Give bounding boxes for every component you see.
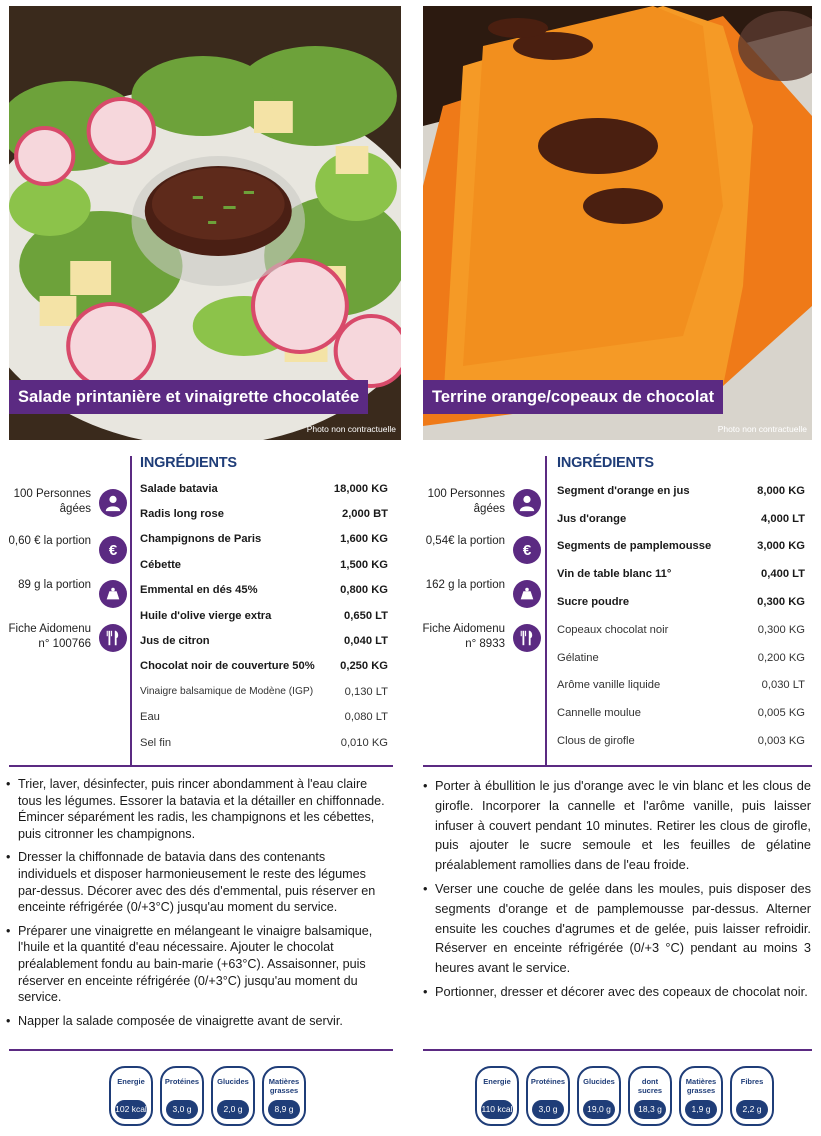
ingredient-row [140, 730, 388, 755]
ingredient-row [140, 501, 388, 526]
section-divider [423, 765, 812, 767]
footer-divider [9, 1049, 393, 1051]
ingredient-name: Huile d'olive vierge extra [140, 609, 272, 622]
nutrition-badges [475, 1066, 774, 1126]
ingredient-quantity: 0,030 LT [761, 679, 805, 692]
ingredient-row [140, 527, 388, 552]
ingredient-name: Jus d'orange [557, 512, 627, 525]
ingredient-quantity: 0,130 LT [344, 685, 388, 698]
person-icon [513, 489, 541, 517]
recipe-title: Salade printanière et vinaigrette chocolatée [9, 380, 368, 414]
ingredient-name: Clous de girofle [557, 735, 635, 748]
ingredient-row [557, 727, 805, 755]
ingredient-name: Champignons de Paris [140, 533, 262, 546]
ingredient-name: Gélatine [557, 651, 599, 664]
ingredient-quantity: 0,010 KG [340, 736, 388, 749]
persons-text: 100 Personnes âgées [13, 488, 91, 515]
ingredient-quantity: 0,300 KG [757, 596, 805, 609]
preparation-steps [423, 776, 811, 1006]
ingredient-row [140, 654, 388, 679]
nutrition-value: 1,9 g [685, 1100, 717, 1119]
ingredient-quantity: 0,400 LT [761, 568, 805, 581]
nutrition-value: 2,0 g [217, 1100, 249, 1119]
nutrition-label: dont sucres [637, 1077, 663, 1095]
ingredient-quantity: 0,200 KG [757, 651, 805, 664]
cutlery-icon [99, 624, 127, 652]
nutrition-label: Matières grasses [268, 1077, 300, 1095]
nutrition-label: Fibres [740, 1077, 764, 1086]
cutlery-icon [513, 624, 541, 652]
nutrition-badge [730, 1066, 774, 1126]
person-icon [99, 489, 127, 517]
info-persons [423, 487, 543, 523]
ingredient-quantity: 0,250 KG [340, 660, 388, 673]
ingredient-name: Vin de table blanc 11° [557, 568, 672, 581]
info-weight [423, 578, 543, 614]
nutrition-label: Glucides [583, 1077, 615, 1086]
photo-disclaimer: Photo non contractuelle [306, 424, 396, 434]
nutrition-value: 3,0 g [166, 1100, 198, 1119]
ingredient-row [557, 477, 805, 505]
step-item: • Préparer une vinaigrette en mélangeant le vinaigre balsamique, l'huile et la quantité d'eau nécessaire. Ajouter le chocolat préalablement fondu au bain-marie (+63°C). Assaisonner, puis réserver en enceinte réfrigérée (0/+3°C) jusqu'au moment du service. [6, 923, 386, 1006]
ingredient-row [557, 588, 805, 616]
ingredient-quantity: 0,650 LT [344, 609, 388, 622]
recipe-terrine [423, 0, 812, 1136]
step-item: • Dresser la chiffonnade de batavia dans des contenants individuels et disposer harmonieusement le reste des légumes par-dessus. Décorer avec des dés d'emmental, puis réserver en enceinte réfrigérée (0/+3°C) jusqu'au moment du service. [6, 849, 386, 915]
nutrition-badges [109, 1066, 306, 1126]
ingredient-row [140, 679, 388, 704]
ingredient-list [140, 476, 388, 755]
nutrition-value: 110 kcal [481, 1100, 513, 1119]
photo-disclaimer: Photo non contractuelle [717, 424, 807, 434]
ingredient-name: Vinaigre balsamique de Modène (IGP) [140, 686, 314, 698]
ingredient-name: Copeaux chocolat noir [557, 623, 669, 636]
ingredient-quantity: 1,500 KG [340, 558, 388, 571]
ingredient-list [557, 477, 805, 755]
nutrition-badge [679, 1066, 723, 1126]
persons-text: 100 Personnes âgées [427, 488, 505, 515]
info-price [423, 534, 543, 570]
ingredients-title: INGRÉDIENTS [140, 455, 237, 471]
ingredient-row [557, 644, 805, 672]
nutrition-badge [262, 1066, 306, 1126]
price-text: 0,54€ la portion [425, 535, 505, 547]
ingredient-quantity: 0,003 KG [757, 735, 805, 748]
ingredient-name: Segments de pamplemousse [557, 540, 712, 553]
nutrition-badge [577, 1066, 621, 1126]
ingredient-quantity: 0,300 KG [757, 623, 805, 636]
weight-text: 89 g la portion [18, 579, 91, 591]
nutrition-badge [475, 1066, 519, 1126]
vertical-divider [545, 456, 547, 766]
ingredient-row [557, 505, 805, 533]
ingredient-row [140, 705, 388, 730]
nutrition-label: Energie [483, 1077, 511, 1086]
nutrition-value: 102 kcal [115, 1100, 147, 1119]
scale-icon [513, 580, 541, 608]
step-item: • Napper la salade composée de vinaigrette avant de servir. [6, 1013, 386, 1030]
ingredient-quantity: 1,600 KG [340, 533, 388, 546]
ingredient-quantity: 0,800 KG [340, 584, 388, 597]
info-persons [9, 487, 129, 523]
ingredient-quantity: 8,000 KG [757, 484, 805, 497]
nutrition-value: 8,9 g [268, 1100, 300, 1119]
ingredient-row [557, 699, 805, 727]
price-text: 0,60 € la portion [8, 535, 91, 547]
nutrition-label: Protéines [530, 1077, 566, 1086]
step-item: • Portionner, dresser et décorer avec des copeaux de chocolat noir. [423, 982, 811, 1002]
footer-divider [423, 1049, 812, 1051]
nutrition-label: Protéines [164, 1077, 200, 1086]
scale-icon [99, 580, 127, 608]
nutrition-badge [211, 1066, 255, 1126]
ingredient-quantity: 0,080 LT [344, 711, 388, 724]
fiche-text: Fiche Aidomenu n° 8933 [422, 623, 505, 650]
salad-photo [9, 6, 401, 440]
fiche-text: Fiche Aidomenu n° 100766 [8, 623, 91, 650]
nutrition-value: 19,0 g [583, 1100, 615, 1119]
ingredient-name: Segment d'orange en jus [557, 484, 690, 497]
ingredient-name: Sucre poudre [557, 596, 630, 609]
nutrition-label: Glucides [217, 1077, 249, 1086]
terrine-image [423, 6, 812, 440]
vertical-divider [130, 456, 132, 766]
ingredients-title: INGRÉDIENTS [557, 455, 654, 471]
terrine-photo [423, 6, 812, 440]
recipe-title: Terrine orange/copeaux de chocolat [423, 380, 723, 414]
recipe-salade [9, 0, 401, 1136]
ingredient-row [140, 578, 388, 603]
step-item: • Porter à ébullition le jus d'orange avec le vin blanc et les clous de girofle. Incorporer la cannelle et l'arôme vanille, puis laisser infuser à couvert pendant 10 minutes. Retirer les clous de girofle, puis ajouter le sucre semoule et les feuilles de gélatine préalablement ramollies dans de l'eau froide. [423, 776, 811, 875]
nutrition-badge [628, 1066, 672, 1126]
ingredient-name: Sel fin [140, 736, 172, 749]
nutrition-value: 2,2 g [736, 1100, 768, 1119]
ingredient-row [140, 628, 388, 653]
nutrition-label: Matières grasses [685, 1077, 717, 1095]
ingredient-name: Chocolat noir de couverture 50% [140, 660, 315, 673]
ingredient-quantity: 0,040 LT [344, 635, 388, 648]
ingredient-quantity: 3,000 KG [757, 540, 805, 553]
ingredient-row [557, 616, 805, 644]
ingredient-name: Cébette [140, 558, 182, 571]
info-price [9, 534, 129, 570]
info-fiche [423, 622, 543, 658]
section-divider [9, 765, 393, 767]
ingredient-quantity: 2,000 BT [341, 508, 388, 521]
weight-text: 162 g la portion [425, 579, 505, 591]
ingredient-name: Arôme vanille liquide [557, 679, 661, 692]
step-item: • Verser une couche de gelée dans les moules, puis disposer des segments d'orange et de pamplemousse par-dessus. Alterner ensuite les couches d'agrumes et de gelée, puis laisser refroidir. Réserver en enceinte réfrigérée (0/+3 °C) pendant au moins 3 heures avant le service. [423, 879, 811, 978]
euro-icon: € [513, 536, 541, 564]
ingredient-quantity: 18,000 KG [333, 482, 388, 495]
ingredient-row [557, 533, 805, 561]
nutrition-badge [109, 1066, 153, 1126]
ingredient-name: Radis long rose [140, 508, 224, 521]
ingredient-row [140, 603, 388, 628]
step-item: • Trier, laver, désinfecter, puis rincer abondamment à l'eau claire tous les légumes. Essorer la batavia et la détailler en chiffonnade. Émincer séparément les radis, les champignons et les cébettes, puis citronner les champignons. [6, 776, 386, 842]
nutrition-label: Energie [117, 1077, 145, 1086]
ingredient-row [557, 560, 805, 588]
nutrition-badge [526, 1066, 570, 1126]
nutrition-value: 18,3 g [634, 1100, 666, 1119]
ingredient-row [557, 672, 805, 700]
nutrition-value: 3,0 g [532, 1100, 564, 1119]
ingredient-quantity: 0,005 KG [757, 707, 805, 720]
ingredient-quantity: 4,000 LT [761, 512, 805, 525]
ingredient-row [140, 552, 388, 577]
euro-icon: € [99, 536, 127, 564]
ingredient-name: Jus de citron [140, 635, 210, 648]
ingredient-row [140, 476, 388, 501]
info-weight [9, 578, 129, 614]
ingredient-name: Emmental en dés 45% [140, 584, 258, 597]
ingredient-name: Eau [140, 711, 160, 724]
ingredient-name: Salade batavia [140, 482, 218, 495]
ingredient-name: Cannelle moulue [557, 707, 641, 720]
nutrition-badge [160, 1066, 204, 1126]
salad-image [9, 6, 401, 440]
preparation-steps [6, 776, 386, 1036]
info-fiche [9, 622, 129, 658]
